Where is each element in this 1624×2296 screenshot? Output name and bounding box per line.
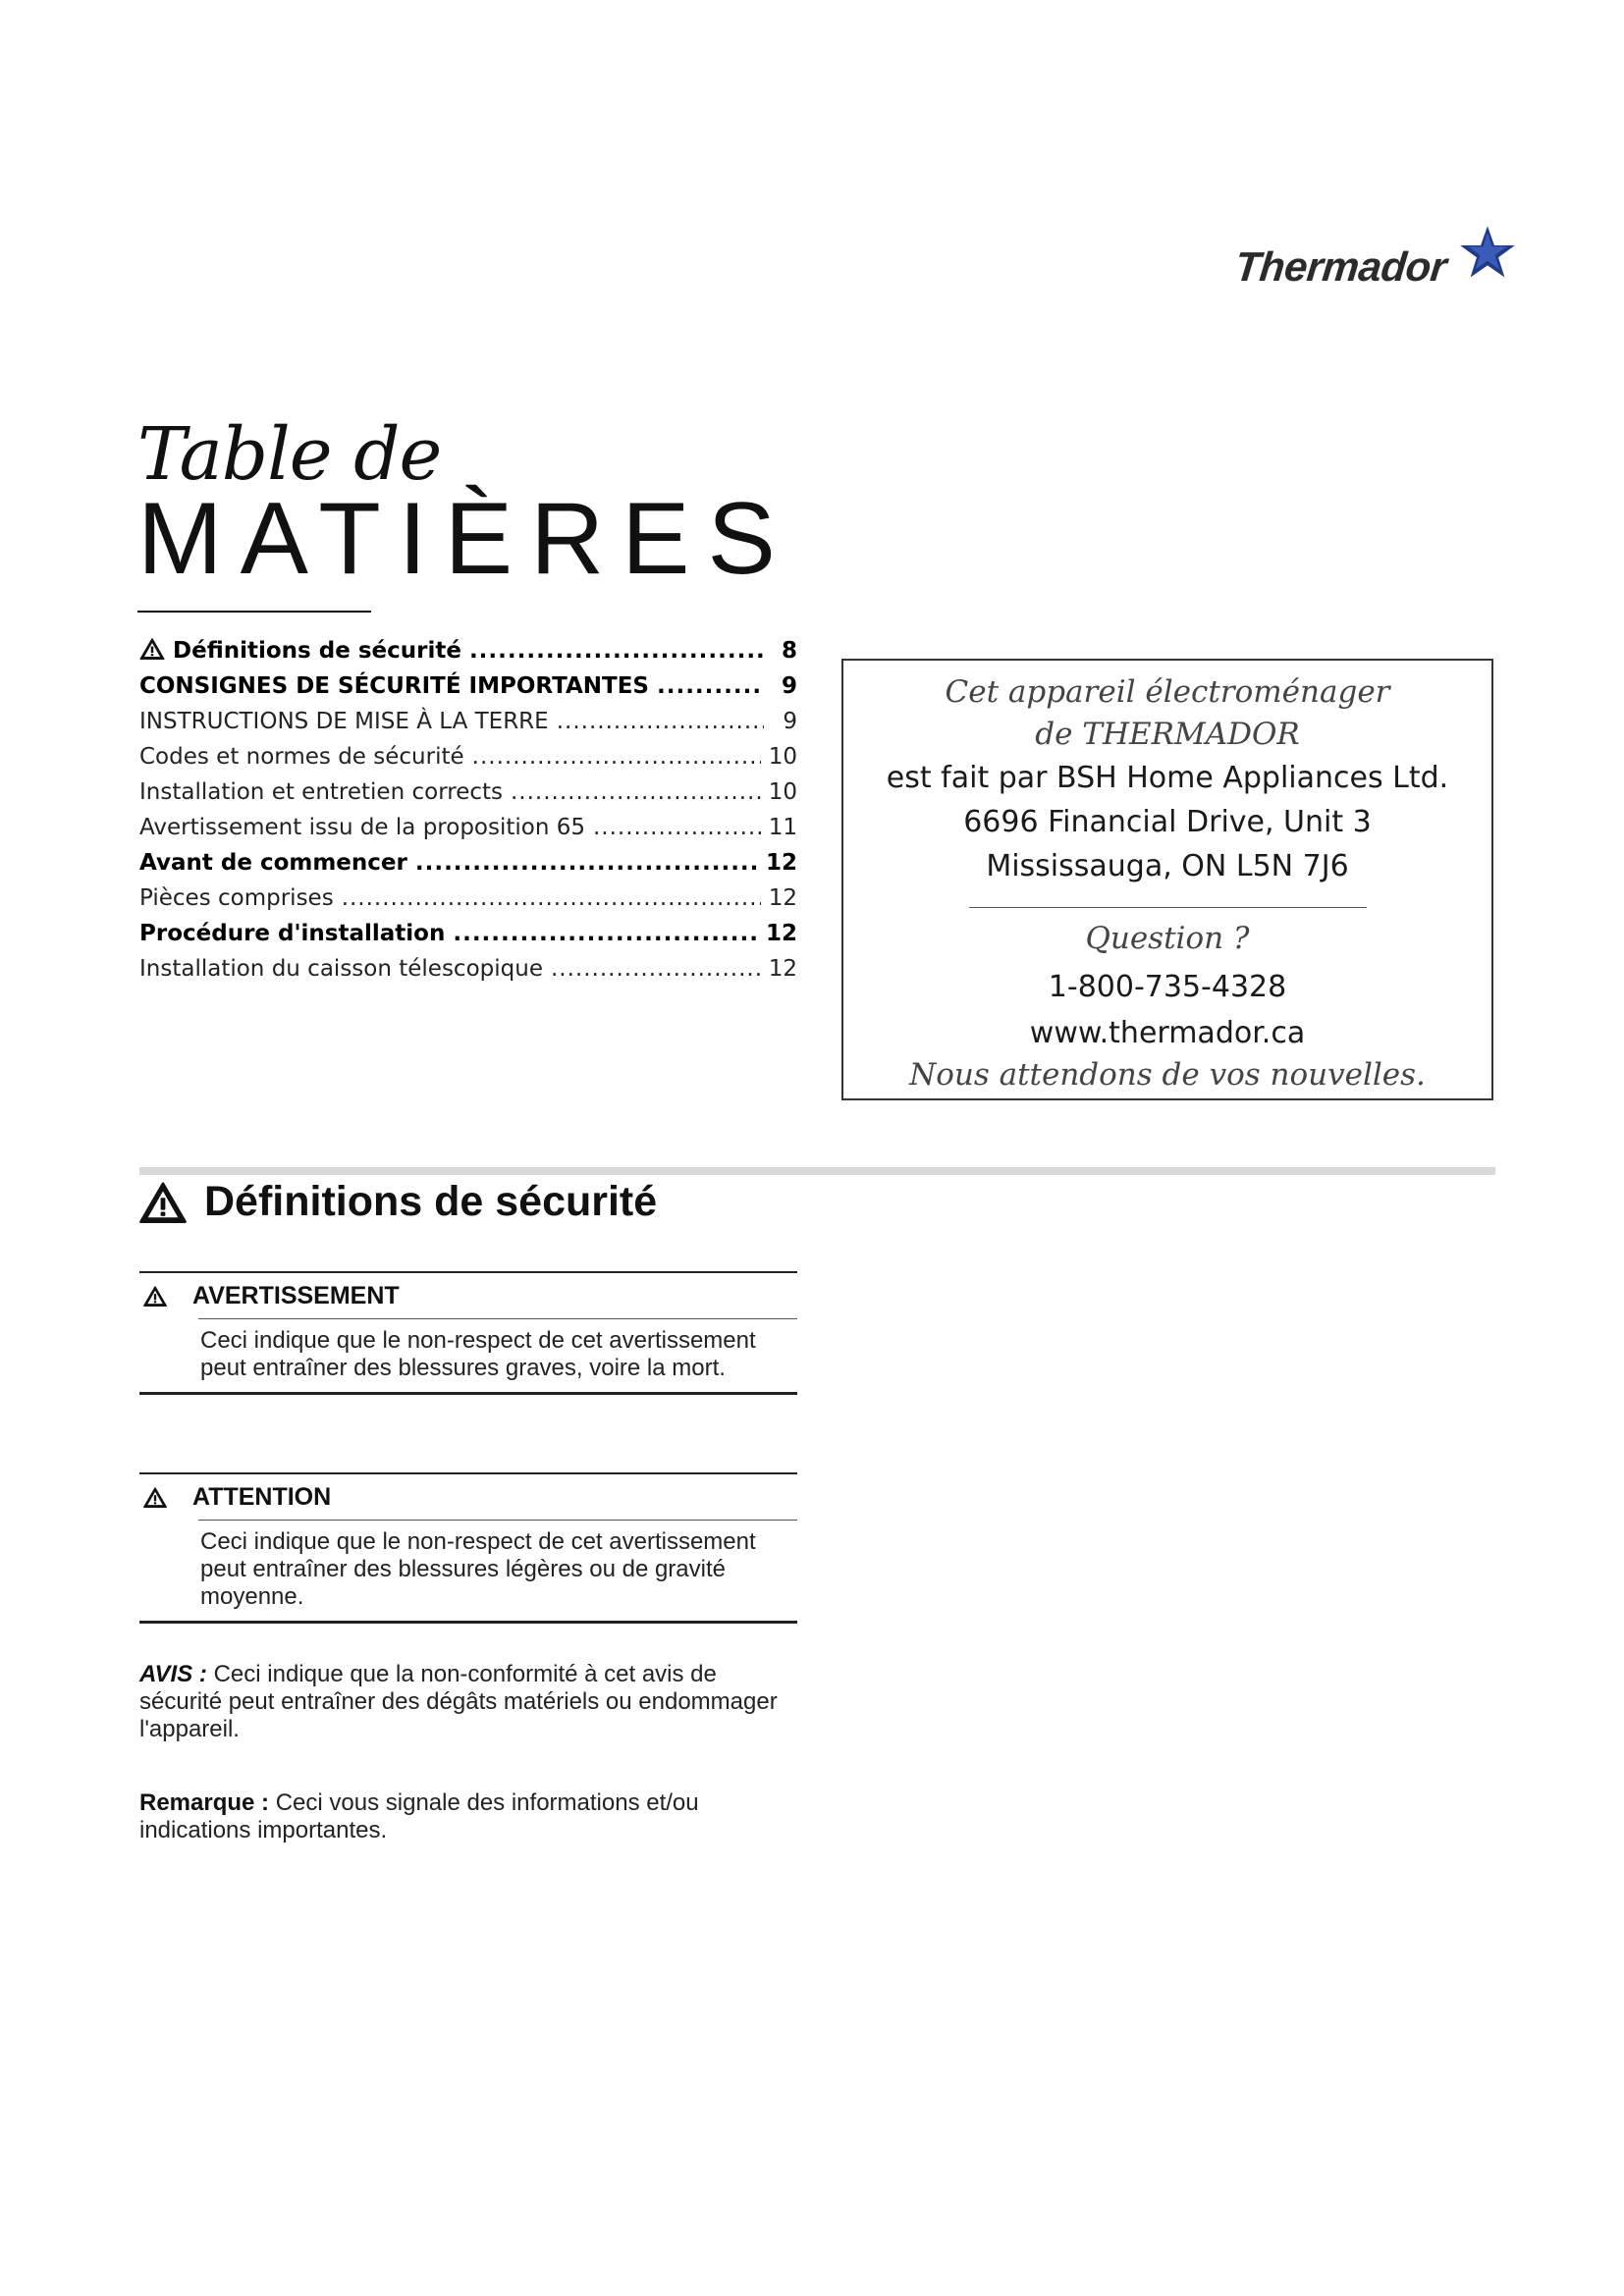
section-divider bbox=[139, 1167, 1495, 1175]
contact-line-2: de THERMADOR bbox=[1035, 717, 1300, 752]
toc-entry-label bbox=[139, 850, 407, 876]
toc-entry-label bbox=[139, 744, 464, 770]
contact-website[interactable]: www.thermador.ca bbox=[1029, 1016, 1306, 1050]
toc-entry-text: Installation du caisson télescopique bbox=[139, 956, 543, 982]
toc-entry-label bbox=[139, 885, 334, 911]
toc-page-number: 12 bbox=[768, 956, 797, 982]
remark-paragraph bbox=[139, 1789, 797, 1844]
toc-entry-text: Procédure d'installation bbox=[139, 921, 446, 946]
toc-entry[interactable] bbox=[139, 850, 797, 885]
contact-closing: Nous attendons de vos nouvelles. bbox=[909, 1057, 1426, 1093]
section-heading-text: Définitions de sécurité bbox=[204, 1178, 658, 1225]
contact-box bbox=[841, 659, 1493, 1100]
toc-leader-dots bbox=[472, 744, 761, 770]
warning-icon bbox=[143, 1487, 167, 1508]
warning-icon bbox=[143, 1286, 167, 1307]
toc-page-number: 10 bbox=[768, 779, 797, 805]
toc-entry[interactable] bbox=[139, 744, 797, 779]
remark-lead: Remarque : bbox=[139, 1789, 270, 1816]
remark-text: Ceci vous signale des informations et/ou indications importantes. bbox=[139, 1789, 699, 1843]
star-icon bbox=[1459, 224, 1516, 281]
toc-entry-label bbox=[139, 779, 503, 805]
section-heading bbox=[139, 1178, 657, 1226]
toc-entry-label bbox=[139, 815, 585, 840]
toc-entry-text: INSTRUCTIONS DE MISE À LA TERRE bbox=[139, 709, 549, 734]
caution-title: ATTENTION bbox=[192, 1482, 332, 1511]
toc-leader-dots bbox=[342, 885, 761, 911]
toc-entry-text: Pièces comprises bbox=[139, 885, 334, 911]
toc-leader-dots bbox=[657, 673, 764, 699]
toc-entry[interactable] bbox=[139, 815, 797, 850]
toc-page-number: 10 bbox=[768, 744, 797, 770]
warning-icon bbox=[139, 638, 165, 660]
warning-callout bbox=[139, 1271, 797, 1395]
toc-leader-dots bbox=[469, 638, 764, 664]
contact-address-2: Mississauga, ON L5N 7J6 bbox=[986, 849, 1349, 883]
contact-company: est fait par BSH Home Appliances Ltd. bbox=[886, 761, 1449, 795]
toc-entry[interactable] bbox=[139, 709, 797, 744]
contact-divider bbox=[969, 907, 1367, 908]
toc-entry-text: Définitions de sécurité bbox=[173, 638, 461, 664]
toc-leader-dots bbox=[453, 921, 758, 946]
caution-text: Ceci indique que le non-respect de cet avertissement peut entraîner des blessures légères ou de gravité moyenne. bbox=[200, 1528, 756, 1610]
toc-leader-dots bbox=[511, 779, 761, 805]
toc-page-number: 9 bbox=[783, 709, 797, 734]
toc-entry[interactable] bbox=[139, 779, 797, 815]
toc-entry[interactable] bbox=[139, 673, 797, 709]
toc-leader-dots bbox=[593, 815, 761, 840]
title-line-2: MATIÈRES bbox=[137, 482, 793, 596]
contact-address-1: 6696 Financial Drive, Unit 3 bbox=[963, 805, 1372, 839]
toc-entry-text: Installation et entretien corrects bbox=[139, 779, 503, 805]
warning-text: Ceci indique que le non-respect de cet avertissement peut entraîner des blessures graves, voire la mort. bbox=[200, 1327, 756, 1381]
toc-entry[interactable] bbox=[139, 956, 797, 991]
toc-entry-label bbox=[139, 921, 445, 946]
toc-page-number: 11 bbox=[768, 815, 797, 840]
toc-page-number: 12 bbox=[768, 885, 797, 911]
toc-leader-dots bbox=[415, 850, 758, 876]
toc-entry-text: Avant de commencer bbox=[139, 850, 407, 876]
toc-entry-label bbox=[139, 673, 649, 699]
toc-entry-text: CONSIGNES DE SÉCURITÉ IMPORTANTES bbox=[139, 673, 649, 699]
toc-leader-dots bbox=[551, 956, 761, 982]
warning-title: AVERTISSEMENT bbox=[192, 1281, 400, 1309]
logo-wordmark: Thermador bbox=[1232, 243, 1449, 290]
title-rule bbox=[137, 611, 371, 613]
thermador-logo bbox=[1232, 224, 1530, 302]
toc-entry-label bbox=[139, 956, 543, 982]
toc-leader-dots bbox=[557, 709, 764, 734]
toc-page-number: 12 bbox=[765, 850, 797, 876]
title-line-1: Table de bbox=[137, 412, 442, 497]
toc-page-number: 8 bbox=[781, 638, 797, 664]
toc-entry-label bbox=[139, 709, 549, 734]
toc-page-number: 9 bbox=[781, 673, 797, 699]
warning-icon bbox=[139, 1182, 187, 1223]
contact-line-1: Cet appareil électroménager bbox=[945, 674, 1390, 710]
toc-entry-label bbox=[139, 638, 461, 664]
caution-callout bbox=[139, 1472, 797, 1624]
table-of-contents bbox=[139, 638, 797, 991]
toc-entry[interactable] bbox=[139, 921, 797, 956]
toc-entry[interactable] bbox=[139, 638, 797, 673]
notice-text: Ceci indique que la non-conformité à cet avis de sécurité peut entraîner des dégâts matériels ou endommager l'appareil. bbox=[139, 1661, 778, 1742]
toc-entry-text: Codes et normes de sécurité bbox=[139, 744, 464, 770]
toc-entry-text: Avertissement issu de la proposition 65 bbox=[139, 815, 585, 840]
toc-page-number: 12 bbox=[765, 921, 797, 946]
toc-entry[interactable] bbox=[139, 885, 797, 921]
notice-lead: AVIS : bbox=[139, 1661, 207, 1687]
contact-question: Question ? bbox=[1085, 921, 1250, 956]
contact-phone[interactable]: 1-800-735-4328 bbox=[1048, 970, 1287, 1004]
notice-paragraph bbox=[139, 1661, 797, 1743]
